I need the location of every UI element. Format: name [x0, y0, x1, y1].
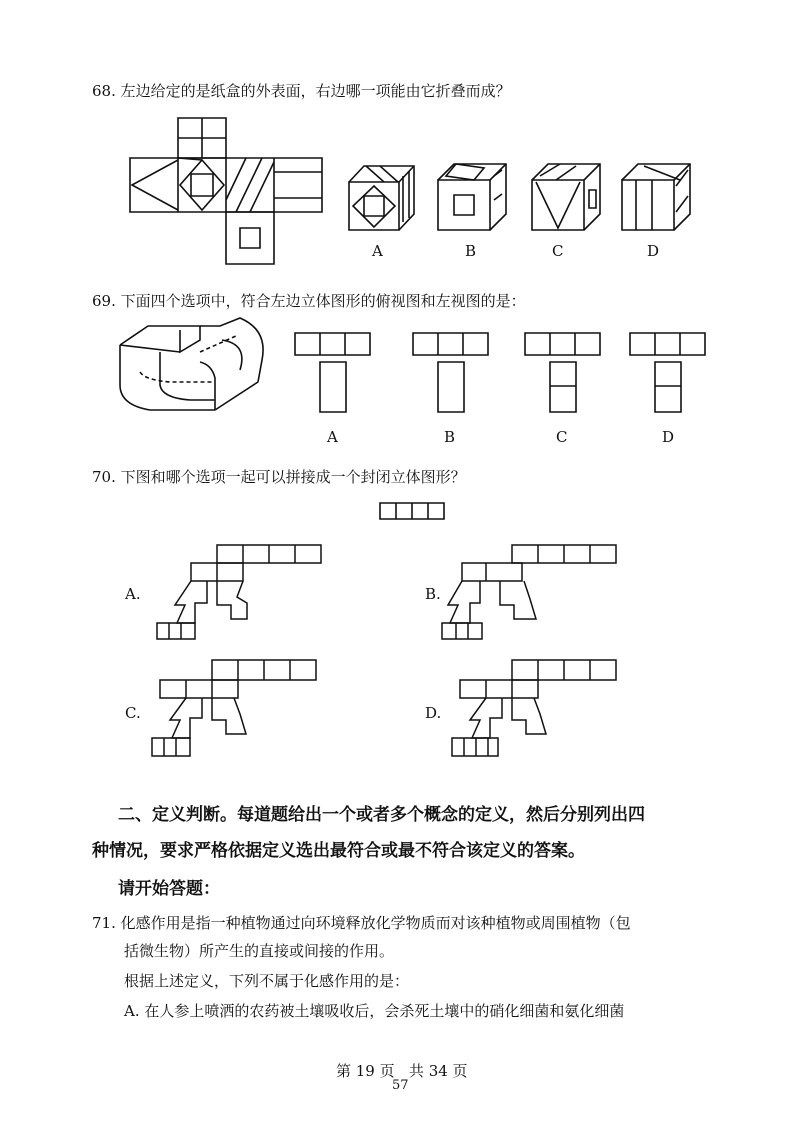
q70-option-d[interactable]: D.	[425, 704, 442, 722]
q70-option-a[interactable]: A.	[125, 585, 141, 603]
q68-text: 左边给定的是纸盒的外表面，右边哪一项能由它折叠而成？	[120, 82, 511, 100]
q70-text: 下图和哪个选项一起可以拼接成一个封闭立体图形？	[120, 468, 466, 486]
section2-heading-line2: 种情况，要求严格依据定义选出最符合或最不符合该定义的答案。	[92, 841, 585, 861]
q70-option-b[interactable]: B.	[425, 585, 441, 603]
section2-heading-line1: 二、定义判断。每道题给出一个或者多个概念的定义，然后分别列出四	[118, 805, 645, 825]
q71-text-3: 根据上述定义，下列不属于化感作用的是：	[124, 972, 410, 990]
q70-net-b	[440, 545, 620, 640]
page-indicator: 第 19 页 共 34 页	[336, 1062, 468, 1080]
q69-number: 69.	[92, 292, 116, 310]
q68-option-d[interactable]: D	[647, 242, 660, 260]
q69-option-c[interactable]: C	[556, 428, 568, 446]
q70-net-a	[155, 545, 335, 640]
q71-line1	[92, 912, 631, 933]
q68-option-a[interactable]: A	[372, 242, 383, 260]
q68-option-b[interactable]: B	[465, 242, 477, 260]
q69-option-a[interactable]: A	[327, 428, 338, 446]
q69-option-d[interactable]: D	[662, 428, 675, 446]
q70-net-c	[150, 660, 330, 758]
q69-option-b[interactable]: B	[444, 428, 456, 446]
q70-net-d	[450, 660, 630, 758]
q71-text-1: 化感作用是指一种植物通过向环境释放化学物质而对该种植物或周围植物（包	[120, 914, 631, 932]
q71-text-2: 括微生物）所产生的直接或间接的作用。	[124, 942, 395, 960]
q70-option-c[interactable]: C.	[125, 704, 141, 722]
q68-number: 68.	[92, 82, 116, 100]
q71-option-a[interactable]: A. 在人参上喷洒的农药被土壤吸收后，会杀死土壤中的硝化细菌和氨化细菌	[124, 1002, 625, 1020]
q68-option-c[interactable]: C	[552, 242, 564, 260]
section2-start: 请开始答题：	[118, 879, 220, 899]
page-number: 57	[392, 1078, 409, 1093]
q69-text: 下面四个选项中，符合左边立体图形的俯视图和左视图的是：	[120, 292, 526, 310]
q70-number: 70.	[92, 468, 116, 486]
q71-number: 71.	[92, 914, 116, 932]
